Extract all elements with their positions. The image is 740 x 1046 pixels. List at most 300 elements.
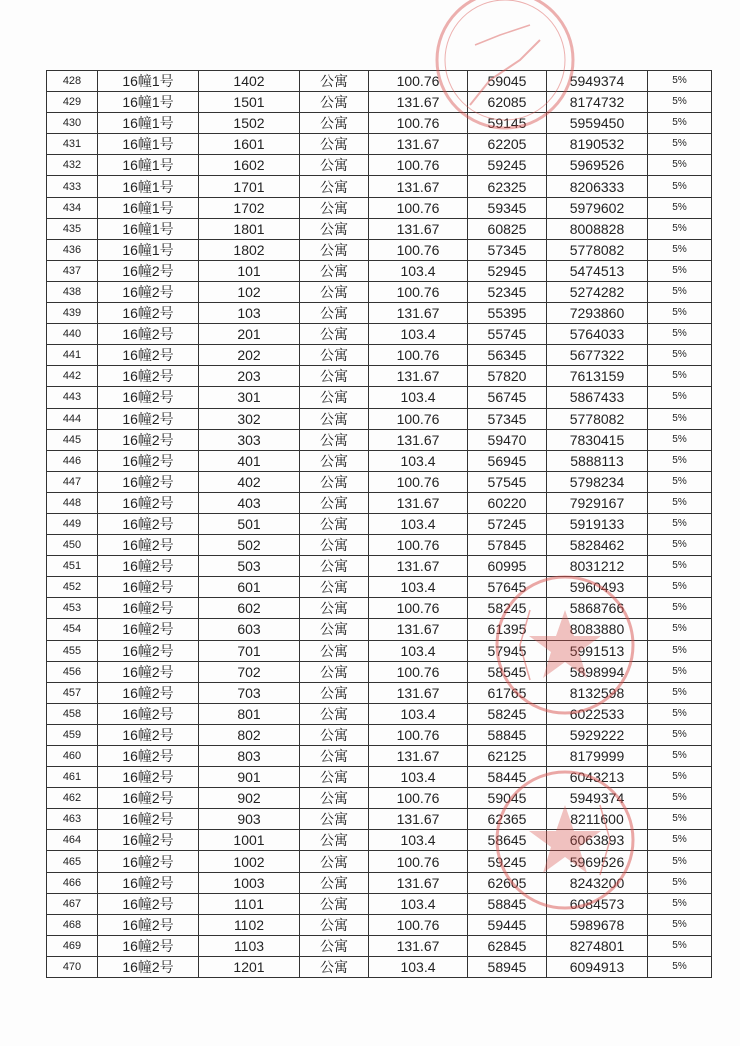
total-price-cell: 5764033 [547,324,648,345]
building-cell: 16幢2号 [98,619,199,640]
area-cell: 100.76 [369,914,468,935]
unit-price-cell: 56345 [468,345,547,366]
total-price-cell: 5991513 [547,640,648,661]
unit-type-cell: 公寓 [300,872,369,893]
unit-price-cell: 56945 [468,450,547,471]
rate-cell: 5% [648,682,712,703]
row-number-cell: 454 [47,619,98,640]
unit-number-cell: 801 [199,703,300,724]
total-price-cell: 5969526 [547,155,648,176]
total-price-cell: 5888113 [547,450,648,471]
unit-number-cell: 303 [199,429,300,450]
table-row [47,92,712,113]
unit-price-cell: 52945 [468,260,547,281]
row-number-cell: 452 [47,577,98,598]
area-cell: 131.67 [369,556,468,577]
unit-price-cell: 57245 [468,513,547,534]
row-number-cell: 428 [47,71,98,92]
area-cell: 103.4 [369,640,468,661]
unit-price-cell: 62365 [468,809,547,830]
table-row [47,303,712,324]
area-cell: 100.76 [369,155,468,176]
unit-type-cell: 公寓 [300,239,369,260]
rate-cell: 5% [648,809,712,830]
area-cell: 131.67 [369,682,468,703]
unit-type-cell: 公寓 [300,218,369,239]
unit-type-cell: 公寓 [300,366,369,387]
row-number-cell: 463 [47,809,98,830]
unit-number-cell: 401 [199,450,300,471]
area-cell: 131.67 [369,746,468,767]
row-number-cell: 445 [47,429,98,450]
rate-cell: 5% [648,408,712,429]
unit-price-cell: 60220 [468,492,547,513]
building-cell: 16幢2号 [98,788,199,809]
table-row [47,345,712,366]
building-cell: 16幢2号 [98,682,199,703]
row-number-cell: 429 [47,92,98,113]
unit-number-cell: 1501 [199,92,300,113]
building-cell: 16幢2号 [98,830,199,851]
row-number-cell: 456 [47,661,98,682]
building-cell: 16幢2号 [98,703,199,724]
building-cell: 16幢1号 [98,239,199,260]
area-cell: 131.67 [369,92,468,113]
unit-price-cell: 60995 [468,556,547,577]
table-row [47,218,712,239]
unit-price-cell: 60825 [468,218,547,239]
rate-cell: 5% [648,703,712,724]
row-number-cell: 438 [47,281,98,302]
rate-cell: 5% [648,345,712,366]
unit-price-cell: 55745 [468,324,547,345]
unit-price-cell: 57945 [468,640,547,661]
unit-price-cell: 57545 [468,471,547,492]
area-cell: 103.4 [369,577,468,598]
unit-number-cell: 502 [199,535,300,556]
unit-type-cell: 公寓 [300,703,369,724]
unit-number-cell: 402 [199,471,300,492]
rate-cell: 5% [648,556,712,577]
row-number-cell: 446 [47,450,98,471]
total-price-cell: 8211600 [547,809,648,830]
table-row [47,914,712,935]
rate-cell: 5% [648,260,712,281]
rate-cell: 5% [648,471,712,492]
area-cell: 100.76 [369,71,468,92]
table-row [47,366,712,387]
rate-cell: 5% [648,492,712,513]
unit-type-cell: 公寓 [300,619,369,640]
unit-type-cell: 公寓 [300,197,369,218]
total-price-cell: 8190532 [547,134,648,155]
row-number-cell: 460 [47,746,98,767]
total-price-cell: 7830415 [547,429,648,450]
unit-number-cell: 802 [199,724,300,745]
rate-cell: 5% [648,155,712,176]
unit-type-cell: 公寓 [300,176,369,197]
unit-type-cell: 公寓 [300,640,369,661]
total-price-cell: 5828462 [547,535,648,556]
area-cell: 131.67 [369,619,468,640]
unit-price-cell: 58245 [468,703,547,724]
area-cell: 100.76 [369,471,468,492]
unit-number-cell: 1701 [199,176,300,197]
rate-cell: 5% [648,661,712,682]
table-row [47,387,712,408]
unit-number-cell: 703 [199,682,300,703]
total-price-cell: 8243200 [547,872,648,893]
unit-type-cell: 公寓 [300,682,369,703]
table-row [47,324,712,345]
building-cell: 16幢2号 [98,345,199,366]
unit-price-cell: 56745 [468,387,547,408]
row-number-cell: 469 [47,935,98,956]
rate-cell: 5% [648,640,712,661]
area-cell: 100.76 [369,535,468,556]
row-number-cell: 430 [47,113,98,134]
unit-number-cell: 1502 [199,113,300,134]
row-number-cell: 467 [47,893,98,914]
unit-price-cell: 57820 [468,366,547,387]
rate-cell: 5% [648,914,712,935]
area-cell: 100.76 [369,239,468,260]
area-cell: 100.76 [369,281,468,302]
rate-cell: 5% [648,872,712,893]
building-cell: 16幢1号 [98,134,199,155]
total-price-cell: 6022533 [547,703,648,724]
row-number-cell: 458 [47,703,98,724]
building-cell: 16幢2号 [98,556,199,577]
table-row [47,450,712,471]
building-cell: 16幢1号 [98,71,199,92]
table-row [47,724,712,745]
unit-number-cell: 1001 [199,830,300,851]
area-cell: 131.67 [369,176,468,197]
building-cell: 16幢1号 [98,197,199,218]
total-price-cell: 5274282 [547,281,648,302]
building-cell: 16幢1号 [98,218,199,239]
total-price-cell: 8174732 [547,92,648,113]
unit-type-cell: 公寓 [300,577,369,598]
area-cell: 131.67 [369,218,468,239]
unit-price-cell: 62845 [468,935,547,956]
row-number-cell: 437 [47,260,98,281]
area-cell: 100.76 [369,113,468,134]
table-row [47,598,712,619]
total-price-cell: 8132598 [547,682,648,703]
total-price-cell: 8206333 [547,176,648,197]
unit-number-cell: 1003 [199,872,300,893]
table-row [47,830,712,851]
building-cell: 16幢2号 [98,935,199,956]
total-price-cell: 5969526 [547,851,648,872]
row-number-cell: 434 [47,197,98,218]
area-cell: 103.4 [369,450,468,471]
area-cell: 100.76 [369,851,468,872]
row-number-cell: 432 [47,155,98,176]
total-price-cell: 5919133 [547,513,648,534]
unit-type-cell: 公寓 [300,113,369,134]
unit-number-cell: 702 [199,661,300,682]
total-price-cell: 7613159 [547,366,648,387]
unit-number-cell: 701 [199,640,300,661]
rate-cell: 5% [648,851,712,872]
building-cell: 16幢2号 [98,450,199,471]
row-number-cell: 444 [47,408,98,429]
unit-price-cell: 62605 [468,872,547,893]
unit-price-cell: 55395 [468,303,547,324]
building-cell: 16幢2号 [98,809,199,830]
area-cell: 100.76 [369,345,468,366]
building-cell: 16幢2号 [98,724,199,745]
rate-cell: 5% [648,724,712,745]
unit-price-cell: 58245 [468,598,547,619]
building-cell: 16幢2号 [98,640,199,661]
row-number-cell: 470 [47,956,98,977]
building-cell: 16幢2号 [98,893,199,914]
unit-type-cell: 公寓 [300,471,369,492]
table-row [47,535,712,556]
table-row [47,239,712,260]
rate-cell: 5% [648,598,712,619]
area-cell: 131.67 [369,872,468,893]
building-cell: 16幢2号 [98,387,199,408]
rate-cell: 5% [648,366,712,387]
unit-type-cell: 公寓 [300,956,369,977]
unit-type-cell: 公寓 [300,345,369,366]
unit-price-cell: 59145 [468,113,547,134]
rate-cell: 5% [648,513,712,534]
building-cell: 16幢1号 [98,113,199,134]
unit-number-cell: 202 [199,345,300,366]
building-cell: 16幢2号 [98,956,199,977]
total-price-cell: 7929167 [547,492,648,513]
building-cell: 16幢2号 [98,535,199,556]
total-price-cell: 5949374 [547,71,648,92]
unit-type-cell: 公寓 [300,788,369,809]
unit-price-cell: 58645 [468,830,547,851]
area-cell: 103.4 [369,324,468,345]
total-price-cell: 8008828 [547,218,648,239]
row-number-cell: 448 [47,492,98,513]
table-row [47,556,712,577]
rate-cell: 5% [648,893,712,914]
table-row [47,429,712,450]
unit-number-cell: 1002 [199,851,300,872]
total-price-cell: 5979602 [547,197,648,218]
unit-number-cell: 101 [199,260,300,281]
row-number-cell: 440 [47,324,98,345]
unit-type-cell: 公寓 [300,746,369,767]
unit-price-cell: 59345 [468,197,547,218]
area-cell: 131.67 [369,303,468,324]
unit-price-cell: 58545 [468,661,547,682]
table-row [47,155,712,176]
row-number-cell: 443 [47,387,98,408]
table-row [47,281,712,302]
total-price-cell: 8274801 [547,935,648,956]
unit-type-cell: 公寓 [300,408,369,429]
rate-cell: 5% [648,239,712,260]
total-price-cell: 5778082 [547,239,648,260]
area-cell: 100.76 [369,598,468,619]
total-price-cell: 7293860 [547,303,648,324]
unit-number-cell: 1602 [199,155,300,176]
area-cell: 131.67 [369,429,468,450]
area-cell: 103.4 [369,893,468,914]
building-cell: 16幢1号 [98,155,199,176]
rate-cell: 5% [648,92,712,113]
table-row [47,809,712,830]
area-cell: 100.76 [369,724,468,745]
row-number-cell: 461 [47,767,98,788]
area-cell: 103.4 [369,830,468,851]
unit-price-cell: 57345 [468,239,547,260]
unit-type-cell: 公寓 [300,935,369,956]
rate-cell: 5% [648,746,712,767]
unit-price-cell: 59045 [468,71,547,92]
area-cell: 103.4 [369,767,468,788]
table-row [47,513,712,534]
row-number-cell: 436 [47,239,98,260]
building-cell: 16幢1号 [98,92,199,113]
area-cell: 100.76 [369,408,468,429]
unit-price-cell: 58945 [468,956,547,977]
total-price-cell: 5778082 [547,408,648,429]
unit-type-cell: 公寓 [300,661,369,682]
row-number-cell: 447 [47,471,98,492]
unit-price-cell: 61395 [468,619,547,640]
building-cell: 16幢1号 [98,176,199,197]
unit-number-cell: 1101 [199,893,300,914]
row-number-cell: 439 [47,303,98,324]
row-number-cell: 435 [47,218,98,239]
rate-cell: 5% [648,935,712,956]
total-price-cell: 5867433 [547,387,648,408]
total-price-cell: 5677322 [547,345,648,366]
row-number-cell: 431 [47,134,98,155]
unit-number-cell: 903 [199,809,300,830]
unit-number-cell: 1102 [199,914,300,935]
rate-cell: 5% [648,134,712,155]
unit-type-cell: 公寓 [300,387,369,408]
row-number-cell: 465 [47,851,98,872]
unit-type-cell: 公寓 [300,281,369,302]
row-number-cell: 451 [47,556,98,577]
unit-type-cell: 公寓 [300,134,369,155]
area-cell: 131.67 [369,935,468,956]
row-number-cell: 441 [47,345,98,366]
area-cell: 131.67 [369,492,468,513]
area-cell: 103.4 [369,387,468,408]
table-body [47,71,712,978]
table-row [47,703,712,724]
area-cell: 131.67 [369,134,468,155]
unit-price-cell: 59245 [468,851,547,872]
building-cell: 16幢2号 [98,303,199,324]
rate-cell: 5% [648,956,712,977]
table-row [47,113,712,134]
building-cell: 16幢2号 [98,577,199,598]
unit-number-cell: 203 [199,366,300,387]
table-row [47,492,712,513]
row-number-cell: 442 [47,366,98,387]
area-cell: 103.4 [369,956,468,977]
unit-price-cell: 58845 [468,893,547,914]
area-cell: 100.76 [369,197,468,218]
building-cell: 16幢2号 [98,872,199,893]
total-price-cell: 5868766 [547,598,648,619]
building-cell: 16幢2号 [98,471,199,492]
table-row [47,788,712,809]
row-number-cell: 459 [47,724,98,745]
unit-type-cell: 公寓 [300,556,369,577]
unit-price-cell: 57345 [468,408,547,429]
unit-number-cell: 501 [199,513,300,534]
unit-price-cell: 52345 [468,281,547,302]
row-number-cell: 450 [47,535,98,556]
unit-price-cell: 59245 [468,155,547,176]
table-row [47,893,712,914]
unit-type-cell: 公寓 [300,809,369,830]
unit-number-cell: 901 [199,767,300,788]
table-row [47,408,712,429]
area-cell: 131.67 [369,809,468,830]
building-cell: 16幢2号 [98,324,199,345]
row-number-cell: 453 [47,598,98,619]
building-cell: 16幢2号 [98,366,199,387]
table-row [47,682,712,703]
unit-type-cell: 公寓 [300,724,369,745]
table-row [47,260,712,281]
unit-price-cell: 57845 [468,535,547,556]
unit-number-cell: 102 [199,281,300,302]
unit-type-cell: 公寓 [300,492,369,513]
table-row [47,134,712,155]
unit-number-cell: 302 [199,408,300,429]
table-row [47,640,712,661]
unit-type-cell: 公寓 [300,92,369,113]
table-row [47,197,712,218]
unit-number-cell: 1103 [199,935,300,956]
table-row [47,471,712,492]
rate-cell: 5% [648,429,712,450]
unit-type-cell: 公寓 [300,155,369,176]
table-row [47,746,712,767]
unit-number-cell: 602 [199,598,300,619]
unit-type-cell: 公寓 [300,324,369,345]
unit-type-cell: 公寓 [300,71,369,92]
rate-cell: 5% [648,113,712,134]
unit-type-cell: 公寓 [300,851,369,872]
rate-cell: 5% [648,788,712,809]
table-row [47,956,712,977]
building-cell: 16幢2号 [98,408,199,429]
unit-type-cell: 公寓 [300,830,369,851]
building-cell: 16幢2号 [98,429,199,450]
area-cell: 131.67 [369,366,468,387]
unit-price-cell: 61765 [468,682,547,703]
building-cell: 16幢2号 [98,281,199,302]
rate-cell: 5% [648,767,712,788]
rate-cell: 5% [648,71,712,92]
unit-number-cell: 1601 [199,134,300,155]
unit-number-cell: 103 [199,303,300,324]
unit-price-cell: 59470 [468,429,547,450]
unit-price-cell: 59045 [468,788,547,809]
unit-number-cell: 1801 [199,218,300,239]
